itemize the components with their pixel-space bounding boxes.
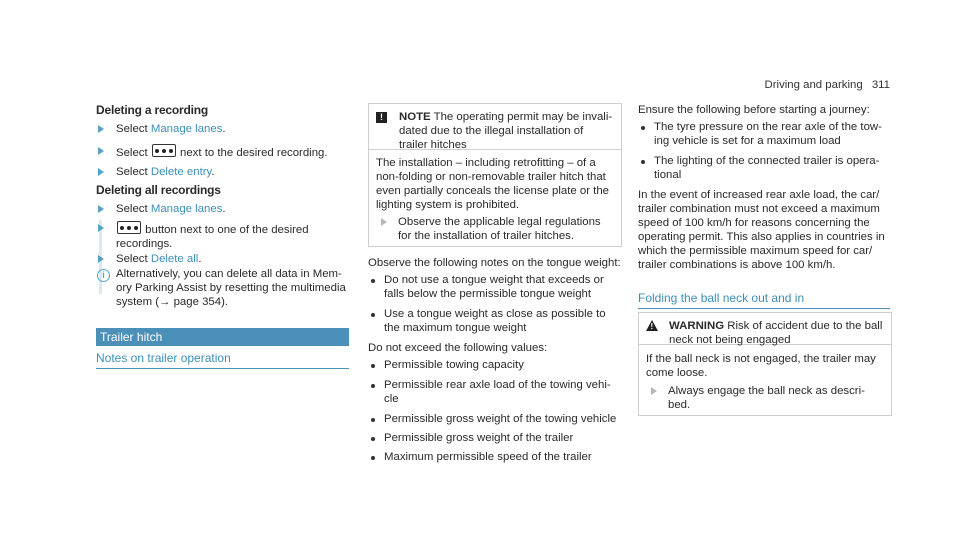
step-arrow-icon	[98, 255, 104, 263]
note-action: Observe the applicable legal regulations for the installation of trailer hitches.	[398, 216, 601, 242]
warning-box	[638, 312, 892, 416]
bullet-item: Permissible gross weight of the towing vehicle	[384, 413, 617, 425]
warning-action: Always engage the ball neck as descri- bed.	[668, 385, 865, 411]
running-header	[760, 78, 890, 92]
journey-intro: Ensure the following before starting a journey:	[638, 104, 870, 116]
bullet	[641, 160, 645, 164]
step-select-dots-button: Select next to the desired recording.	[116, 144, 328, 160]
delete-entry-link[interactable]: Delete entry	[150, 166, 212, 178]
delete-all-link[interactable]: Delete all	[150, 253, 199, 265]
heading-deleting-a-recording: Deleting a recording	[96, 103, 209, 117]
warning-label: WARNING	[669, 320, 725, 332]
bullet-item: Permissible towing capacity	[384, 359, 524, 371]
page-number: 311	[871, 79, 890, 91]
step-dots-button-next-to-recordings: button next to one of the desired recordings.	[116, 221, 309, 251]
bullet-item: Permissible gross weight of the trailer	[384, 432, 574, 444]
note-box	[368, 103, 622, 247]
note-box-header: ! NOTE The operating permit may be invali- dated due to the illegal installation of trailer hitches	[369, 104, 621, 150]
bullet	[641, 126, 645, 130]
bullet-item: Permissible rear axle load of the towing vehi- cle	[384, 379, 611, 405]
axle-load-paragraph: In the event of increased rear axle load, the car/ trailer combination must not exceed a maximum speed of 100 km/h for reasons concerning the operating permit. This also applies in countries in which the permissible maximum speed for car/ trailer combinations is above 100 km/h.	[638, 189, 885, 271]
info-note: Alternatively, you can delete all data in Mem- ory Parking Assist by resetting the multimedia system (→ page 354).	[116, 268, 346, 308]
bullet	[371, 384, 375, 388]
bullet	[371, 456, 375, 460]
bullet-item: The tyre pressure on the rear axle of the tow- ing vehicle is set for a maximum load	[654, 121, 882, 147]
heading-deleting-all-recordings: Deleting all recordings	[96, 183, 221, 197]
step-select-delete-all: Select Delete all.	[116, 253, 202, 265]
step-arrow-icon	[98, 125, 104, 133]
step-select-delete-entry: Select Delete entry.	[116, 166, 215, 178]
bullet-item: Do not use a tongue weight that exceeds or falls below the permissible tongue weight	[384, 274, 604, 300]
warning-triangle-icon: !	[646, 320, 658, 331]
step-arrow-icon	[381, 218, 387, 226]
bullet-item: Use a tongue weight as close as possible to the maximum tongue weight	[384, 308, 606, 334]
exceed-values-intro: Do not exceed the following values:	[368, 342, 548, 354]
manage-lanes-link[interactable]: Manage lanes	[150, 203, 223, 215]
manage-lanes-link[interactable]: Manage lanes	[150, 123, 223, 135]
warning-box-header: ! WARNING Risk of accident due to the ball neck not being engaged	[639, 313, 891, 345]
more-dots-icon	[152, 144, 176, 157]
step-arrow-icon	[98, 168, 104, 176]
more-dots-icon	[117, 221, 141, 234]
bullet	[371, 437, 375, 441]
subsection-folding-ball-neck: Folding the ball neck out and in	[638, 289, 890, 309]
step-arrow-icon	[98, 147, 104, 155]
note-body: The installation – including retrofitting – of a non-folding or non-removable trailer hitch that even partially conceals the license plate or the lighting system is prohibited.	[376, 157, 610, 211]
section-band-title: Trailer hitch	[100, 330, 163, 344]
bullet	[371, 279, 375, 283]
step-select-manage-lanes-2: Select Manage lanes.	[116, 203, 226, 215]
bullet	[371, 313, 375, 317]
info-icon: i	[97, 269, 110, 282]
warning-body: If the ball neck is not engaged, the trailer may come loose.	[646, 353, 876, 379]
bullet-item: Maximum permissible speed of the trailer	[384, 451, 592, 463]
subsection-notes-on-trailer-operation: Notes on trailer operation	[96, 349, 349, 369]
tongue-weight-intro: Observe the following notes on the tongue weight:	[368, 257, 621, 269]
note-exclamation-icon: !	[376, 112, 387, 123]
section-name: Driving and parking	[764, 79, 863, 91]
step-arrow-icon	[98, 224, 104, 232]
step-arrow-icon	[98, 205, 104, 213]
step-arrow-icon	[651, 387, 657, 395]
section-band-trailer-hitch	[96, 328, 349, 346]
note-label: NOTE	[399, 111, 431, 123]
bullet-item: The lighting of the connected trailer is opera- tional	[654, 155, 880, 181]
step-select-manage-lanes: Select Manage lanes.	[116, 123, 226, 135]
bullet	[371, 364, 375, 368]
bullet	[371, 418, 375, 422]
